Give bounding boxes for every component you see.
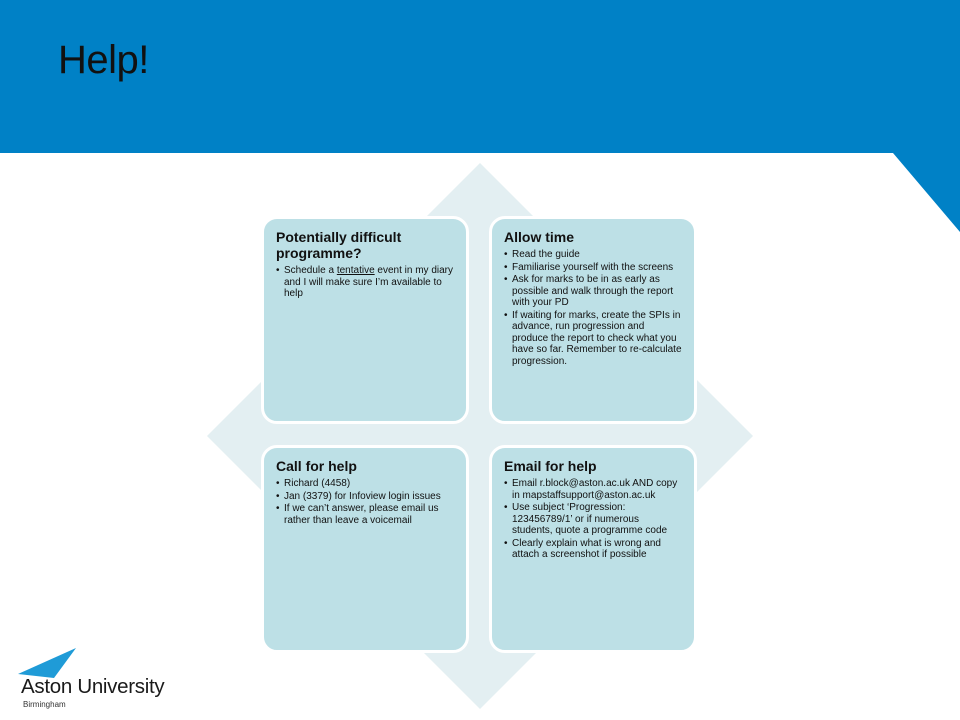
bullet-item: • Read the guide [504, 249, 682, 261]
bullet-list [276, 265, 454, 300]
card-title: Potentially difficult programme? [276, 229, 402, 261]
logo-subtitle: Birmingham [23, 700, 66, 709]
bullet-item [276, 265, 454, 300]
bullet-list [276, 478, 454, 526]
bullet-list [504, 478, 682, 561]
bullet-item: • Ask for marks to be in as early as possible and walk through the report with your PD [504, 274, 682, 309]
logo-wordmark: Aston University [21, 675, 165, 698]
slide-title: Help! [58, 38, 149, 82]
bullet-item: • Clearly explain what is wrong and attach a screenshot if possible [504, 538, 682, 561]
bullet-item: • Jan (3379) for Infoview login issues [276, 491, 454, 503]
card-allow-time [489, 216, 697, 424]
bullet-item: • Familiarise yourself with the screens [504, 262, 682, 274]
bullet-item: • If waiting for marks, create the SPIs in advance, run progression and produce the report to check what you have so far. Remember to re-calculate progression. [504, 310, 682, 368]
bullet-list [504, 249, 682, 367]
bullet-text-underlined: tentative [336, 265, 375, 276]
card-title: Allow time [504, 229, 575, 245]
card-title: Email for help [504, 458, 597, 474]
card-email-for-help [489, 445, 697, 653]
card-call-for-help [261, 445, 469, 653]
card-potentially-difficult-programme [261, 216, 469, 424]
bullet-item: • If we can’t answer, please email us rather than leave a voicemail [276, 503, 454, 526]
bullet-item: • Use subject ‘Progression: 123456789/1’ or if numerous students, quote a programme code [504, 502, 682, 537]
aston-logo-icon [18, 648, 76, 678]
bullet-text-before: Schedule a [284, 265, 337, 276]
bullet-item: • Richard (4458) [276, 478, 454, 490]
card-title: Call for help [276, 458, 357, 474]
logo-triangle-shape [18, 648, 76, 678]
bullet-item: • Email r.block@aston.ac.uk AND copy in mapstaffsupport@aston.ac.uk [504, 478, 682, 501]
bullet-text-after: event in my diary and I will make sure I’m available to help [284, 265, 454, 299]
